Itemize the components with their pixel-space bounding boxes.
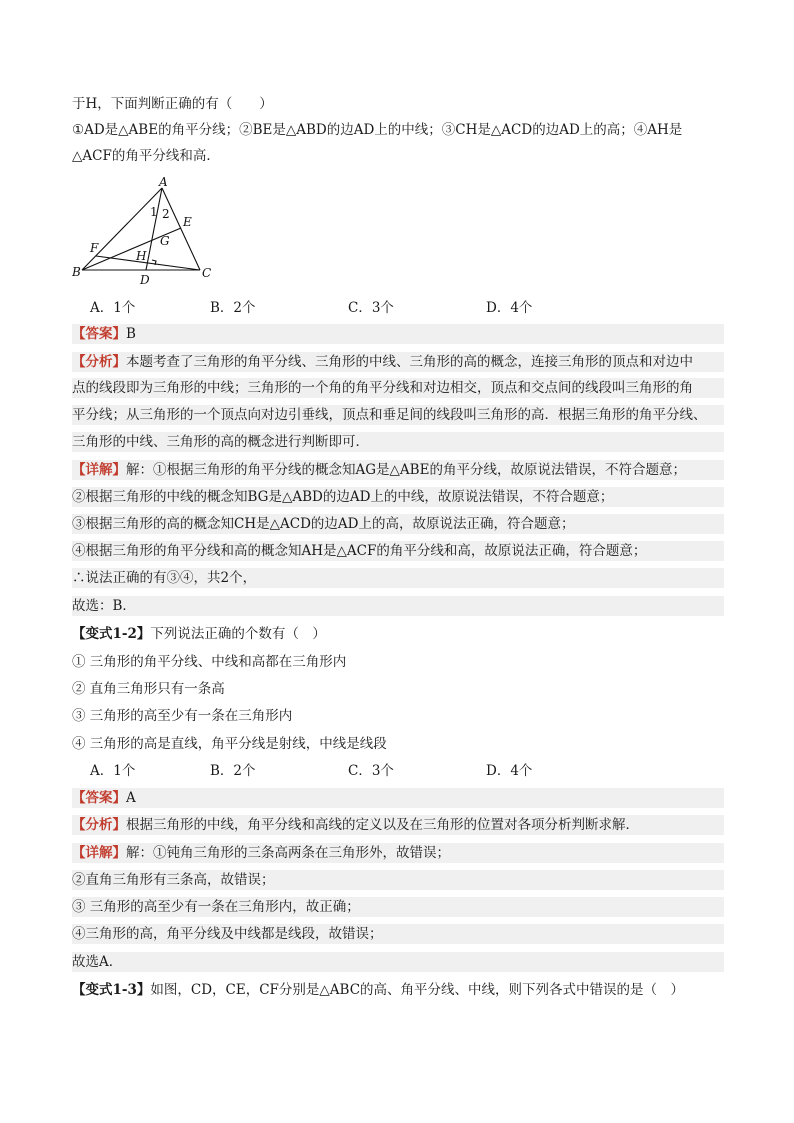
side-ac: [162, 188, 200, 270]
q1-analysis-line-4: 三角形的中线、三角形的高的概念进行判断即可．: [72, 432, 724, 452]
q1-answer: [72, 324, 724, 344]
q2-item-4: ④ 三角形的高是直线，角平分线是射线，中线是线段: [72, 736, 387, 752]
label-angle-1: 1: [150, 205, 158, 219]
q1-option-d: D．4个: [486, 300, 533, 316]
q2-item-3: ③ 三角形的高至少有一条在三角形内: [72, 708, 293, 724]
q2-analysis-text: 根据三角形的中线，角平分线和高线的定义以及在三角形的位置对各项分析判断求解．: [126, 817, 639, 833]
q2-option-b: B．2个: [210, 763, 256, 779]
label-b: B: [72, 265, 81, 279]
q2-question: [72, 624, 724, 644]
q2-answer-value: A: [126, 790, 136, 806]
q2-answer: [72, 788, 724, 808]
triangle-figure: [72, 176, 222, 288]
label-f: F: [90, 241, 99, 255]
q2-detail-line-2: ②直角三角形有三条高，故错误；: [72, 870, 724, 890]
q1-analysis-line-2: 点的线段即为三角形的中线；三角形的一个角的角平分线和对边相交，顶点和交点间的线段叫三角形的角: [72, 378, 724, 398]
q3-tag: 【变式1-3】: [72, 982, 151, 998]
q1-detail-line-6: 故选：B．: [72, 596, 724, 616]
q1-option-c: C．3个: [348, 300, 394, 316]
q2-question-text: 下列说法正确的个数有（ ）: [150, 626, 326, 642]
q2-detail-line-5: 故选A．: [72, 952, 724, 972]
q1-detail-line-4: ④根据三角形的角平分线和高的概念知AH是△ACF的角平分线和高，故原说法正确，符合题意；: [72, 541, 724, 561]
label-g: G: [160, 234, 170, 248]
side-ab: [82, 188, 162, 270]
detail-text: 解：①根据三角形的角平分线的概念知AG是△ABE的角平分线，故原说法错误，不符合题意；: [126, 462, 686, 478]
label-d: D: [140, 273, 150, 287]
detail-tag: 【详解】: [72, 462, 126, 478]
label-c: C: [202, 266, 212, 280]
q3-question-text: 如图，CD，CE，CF分别是△ABC的高、角平分线、中线，则下列各式中错误的是（ ）: [150, 982, 685, 998]
q1-detail-line-2: ②根据三角形的中线的概念知BG是△ABD的边AD上的中线，故原说法错误，不符合题意；: [72, 487, 724, 507]
q1-detail-line-1: [72, 460, 724, 480]
q2-detail-line-3: ③ 三角形的高至少有一条在三角形内，故正确；: [72, 897, 724, 917]
answer-tag: 【答案】: [72, 326, 126, 342]
q2-analysis-tag: 【分析】: [72, 817, 126, 833]
q1-analysis-line-3: 平分线；从三角形的一个顶点向对边引垂线，顶点和垂足间的线段叫三角形的高．根据三角形的角平分线、: [72, 405, 724, 425]
q1-option-b: B．2个: [210, 300, 256, 316]
q2-tag: 【变式1-2】: [72, 626, 151, 642]
q1-statements: ①AD是△ABE的角平分线；②BE是△ABD的边AD上的中线；③CH是△ACD的边AD上的高；④AH是: [72, 122, 683, 138]
q2-analysis: [72, 815, 724, 835]
q1-detail-line-3: ③根据三角形的高的概念知CH是△ACD的边AD上的高，故原说法正确，符合题意；: [72, 514, 724, 534]
q2-detail-tag: 【详解】: [72, 845, 126, 861]
q1-detail-line-5: ∴说法正确的有③④，共2个，: [72, 568, 724, 588]
q1-option-a: A．1个: [90, 300, 136, 316]
q2-item-1: ① 三角形的角平分线、中线和高都在三角形内: [72, 654, 347, 670]
answer-value: B: [126, 326, 136, 342]
triangle-diagram: [72, 176, 222, 288]
q1-intro: 于H，下面判断正确的有（ ）: [72, 96, 273, 112]
q2-detail-text: 解：①钝角三角形的三条高两条在三角形外，故错误；: [126, 845, 450, 861]
q1-statements-cont: △ACF的角平分线和高．: [72, 148, 220, 164]
label-h: H: [136, 249, 147, 263]
segment-ad: [146, 188, 162, 270]
q2-option-a: A．1个: [90, 763, 136, 779]
q2-detail-line-4: ④三角形的高，角平分线及中线都是线段，故错误；: [72, 924, 724, 944]
label-a: A: [159, 176, 168, 189]
q2-answer-tag: 【答案】: [72, 790, 126, 806]
label-e: E: [183, 215, 192, 229]
q1-analysis-line-1: [72, 352, 724, 372]
analysis-tag: 【分析】: [72, 354, 126, 370]
q2-option-d: D．4个: [486, 763, 533, 779]
analysis-text: 本题考查了三角形的角平分线、三角形的中线、三角形的高的概念，连接三角形的顶点和对边中: [126, 354, 693, 370]
q2-item-2: ② 直角三角形只有一条高: [72, 681, 225, 697]
q3-question: [72, 980, 724, 1000]
q2-detail-line-1: [72, 843, 724, 863]
q2-option-c: C．3个: [348, 763, 394, 779]
label-angle-2: 2: [162, 207, 170, 221]
